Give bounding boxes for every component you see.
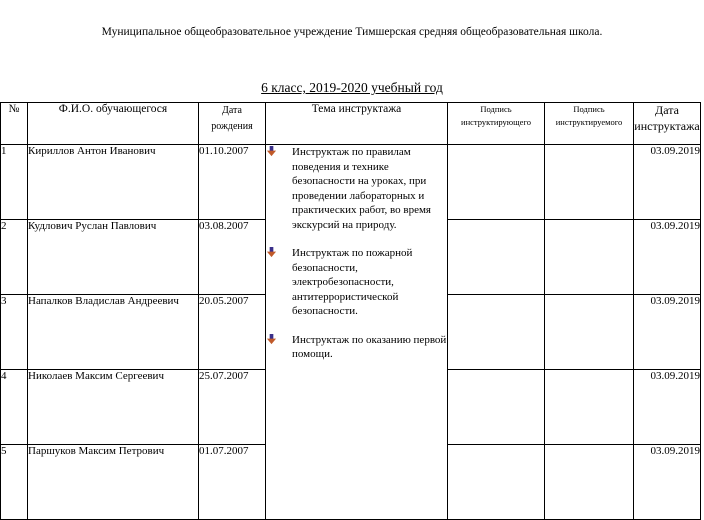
instruction-table: [0, 102, 701, 520]
student-name: Паршуков Максим Петрович: [28, 445, 199, 520]
student-name: Николаев Максим Сергеевич: [28, 370, 199, 445]
birth-date: 25.07.2007: [199, 370, 266, 445]
birth-date: 01.07.2007: [199, 445, 266, 520]
row-num: 4: [1, 370, 28, 445]
birth-date: 01.10.2007: [199, 145, 266, 220]
instructor-sign-cell: [448, 220, 545, 295]
arrow-bullet-icon: [266, 146, 277, 157]
student-name: Кудлович Руслан Павлович: [28, 220, 199, 295]
instruction-topics: [266, 145, 448, 520]
row-num: 1: [1, 145, 28, 220]
instruction-date: 03.09.2019: [634, 445, 701, 520]
instructed-sign-cell: [545, 145, 634, 220]
header-name: Ф.И.О. обучающегося: [28, 103, 199, 145]
arrow-bullet-icon: [266, 334, 277, 345]
topic-item: Инструктаж по правилам поведения и технике безопасности на уроках, при проведении лабораторных и практических работ, во время экскурсий на природу.: [266, 145, 447, 232]
instructor-sign-cell: [448, 370, 545, 445]
header-topic: Тема инструктажа: [266, 103, 448, 145]
instructed-sign-cell: [545, 370, 634, 445]
instructor-sign-cell: [448, 445, 545, 520]
row-num: 3: [1, 295, 28, 370]
class-year-title: 6 класс, 2019-2020 учебный год: [261, 80, 443, 95]
header-birth: Дата рождения: [199, 103, 266, 145]
instructed-sign-cell: [545, 220, 634, 295]
row-num: 2: [1, 220, 28, 295]
row-num: 5: [1, 445, 28, 520]
header-date: Дата инструктажа: [634, 103, 701, 145]
student-name: Напалков Владислав Андреевич: [28, 295, 199, 370]
student-name: Кириллов Антон Иванович: [28, 145, 199, 220]
instructed-sign-cell: [545, 445, 634, 520]
instruction-date: 03.09.2019: [634, 295, 701, 370]
header-num: №: [1, 103, 28, 145]
table-row: [1, 145, 701, 220]
topic-item: Инструктаж по оказанию первой помощи.: [266, 333, 447, 362]
instruction-date: 03.09.2019: [634, 220, 701, 295]
header-row: [1, 103, 701, 145]
birth-date: 20.05.2007: [199, 295, 266, 370]
birth-date: 03.08.2007: [199, 220, 266, 295]
instruction-date: 03.09.2019: [634, 370, 701, 445]
instruction-date: 03.09.2019: [634, 145, 701, 220]
instructed-sign-cell: [545, 295, 634, 370]
arrow-bullet-icon: [266, 247, 277, 258]
header-instructor-sign: Подпись инструктирующего: [448, 103, 545, 145]
instructor-sign-cell: [448, 295, 545, 370]
header-instructed-sign: Подпись инструктируемого: [545, 103, 634, 145]
topic-item: Инструктаж по пожарной безопасности, электробезопасности, антитеррористической безопасности.: [266, 246, 447, 319]
instructor-sign-cell: [448, 145, 545, 220]
school-title: Муниципальное общеобразовательное учреждение Тимшерская средняя общеобразовательная школа.: [101, 26, 603, 38]
